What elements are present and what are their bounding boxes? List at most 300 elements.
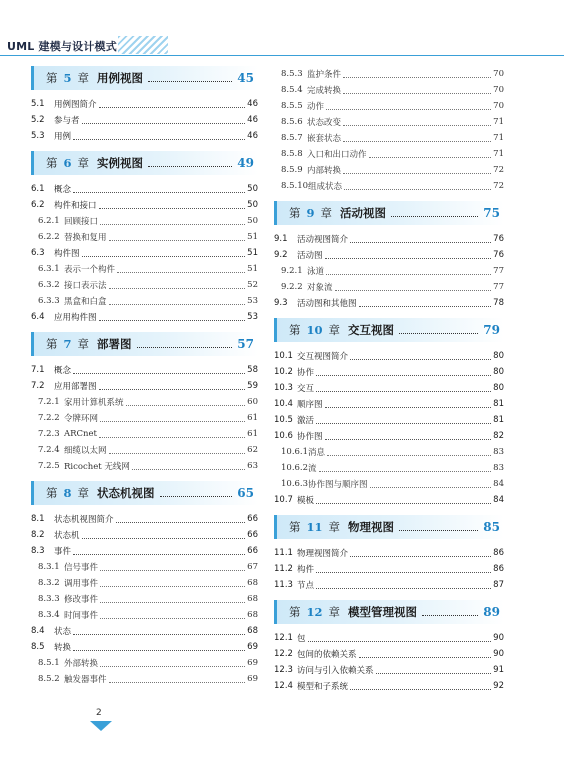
section-title: 完成转换	[307, 86, 342, 96]
section-number: 12.2	[274, 649, 293, 659]
section-title: 泳道	[307, 267, 325, 277]
dot-leader	[316, 375, 491, 376]
section-page: 46	[247, 131, 258, 141]
dot-leader	[160, 496, 233, 497]
section-page: 90	[493, 649, 504, 659]
section-title: 访问与引入依赖关系	[297, 666, 374, 676]
dot-leader	[100, 570, 245, 571]
section-number: 5.1	[31, 99, 45, 109]
section-page: 63	[247, 461, 258, 471]
dot-leader	[325, 258, 492, 259]
section-title: 事件	[54, 547, 72, 557]
toc-section[interactable]	[274, 364, 504, 380]
dot-leader	[344, 189, 491, 190]
section-number: 7.2	[31, 381, 45, 391]
header-rule	[0, 55, 564, 56]
section-title: 构件图	[54, 249, 80, 259]
dot-leader	[399, 333, 478, 334]
toc-section[interactable]	[31, 362, 258, 378]
chapter-suffix: 章	[77, 71, 90, 85]
dot-leader	[100, 586, 245, 587]
toc-chapter-heading[interactable]	[274, 201, 504, 225]
toc-section[interactable]	[274, 630, 504, 646]
chapter-prefix: 第	[289, 520, 301, 534]
dot-leader	[100, 666, 245, 667]
chapter-suffix: 章	[77, 337, 90, 351]
chapter-page: 79	[483, 323, 500, 337]
section-page: 91	[493, 665, 504, 675]
toc-section[interactable]	[274, 561, 504, 577]
toc-section[interactable]	[274, 348, 504, 364]
toc-subsection[interactable]	[31, 442, 258, 458]
section-title: 对象流	[307, 283, 333, 293]
section-title: 修改事件	[64, 595, 99, 605]
dot-leader	[99, 107, 246, 108]
dot-leader	[391, 216, 478, 217]
section-page: 86	[493, 548, 504, 558]
dot-leader	[99, 389, 246, 390]
section-page: 62	[247, 445, 258, 455]
toc-subsection[interactable]	[274, 279, 504, 295]
section-number: 9.2.2	[281, 282, 303, 292]
section-title: 节点	[297, 581, 315, 591]
section-title: 激活	[297, 416, 315, 426]
dot-leader	[316, 503, 491, 504]
toc-subsection[interactable]	[274, 98, 504, 114]
section-number: 9.3	[274, 298, 288, 308]
dot-leader	[99, 320, 246, 321]
section-page: 51	[247, 248, 258, 258]
section-page: 50	[247, 216, 258, 226]
section-page: 51	[247, 232, 258, 242]
section-title: 监护条件	[307, 70, 342, 80]
section-number: 6.3.2	[38, 280, 60, 290]
section-title: 转换	[54, 643, 72, 653]
section-number: 8.5.10	[281, 181, 309, 191]
chapter-title: 用例视图	[97, 71, 144, 85]
section-page: 69	[247, 658, 258, 668]
section-number: 8.5.5	[281, 101, 303, 111]
toc-section[interactable]	[31, 623, 258, 639]
toc-section[interactable]	[31, 181, 258, 197]
section-title: 状态改变	[307, 118, 342, 128]
chapter-suffix: 章	[328, 323, 341, 337]
section-page: 68	[247, 610, 258, 620]
section-number: 8.5.8	[281, 149, 303, 159]
toc-section[interactable]	[274, 380, 504, 396]
chapter-page: 89	[483, 605, 500, 619]
section-page: 69	[247, 642, 258, 652]
section-number: 7.2.4	[38, 445, 60, 455]
section-title: 活动图	[297, 251, 323, 261]
section-number: 8.5	[31, 642, 45, 652]
section-page: 66	[247, 546, 258, 556]
section-title: 外部转换	[64, 659, 99, 669]
section-title: 内部转换	[307, 166, 342, 176]
dot-leader	[99, 437, 245, 438]
toc-section[interactable]	[274, 577, 504, 593]
section-page: 84	[493, 479, 504, 489]
chapter-number: 8	[63, 486, 72, 500]
dot-leader	[350, 359, 491, 360]
dot-leader	[316, 572, 491, 573]
section-page: 53	[247, 312, 258, 322]
dot-leader	[308, 641, 492, 642]
toc-section[interactable]	[31, 112, 258, 128]
section-title: 状态	[54, 627, 72, 637]
dot-leader	[73, 192, 245, 193]
section-number: 12.3	[274, 665, 293, 675]
toc-subsection[interactable]	[31, 575, 258, 591]
toc-chapter-heading[interactable]	[31, 151, 258, 175]
section-page: 58	[247, 365, 258, 375]
dot-leader	[370, 487, 492, 488]
section-page: 68	[247, 594, 258, 604]
section-page: 51	[247, 264, 258, 274]
toc-subsection[interactable]	[274, 444, 504, 460]
chapter-title: 物理视图	[348, 520, 395, 534]
section-title: 流	[308, 464, 317, 474]
section-page: 66	[247, 514, 258, 524]
section-title: 消息	[308, 448, 326, 458]
toc-section[interactable]	[274, 646, 504, 662]
section-number: 8.5.6	[281, 117, 303, 127]
toc-subsection[interactable]	[274, 162, 504, 178]
section-page: 52	[247, 280, 258, 290]
section-number: 8.2	[31, 530, 45, 540]
toc-section[interactable]	[31, 197, 258, 213]
toc-subsection[interactable]	[31, 261, 258, 277]
toc-section[interactable]	[274, 247, 504, 263]
section-page: 67	[247, 562, 258, 572]
section-title: 入口和出口动作	[307, 150, 367, 160]
chapter-number: 7	[63, 337, 72, 351]
dot-leader	[325, 439, 492, 440]
toc-subsection[interactable]	[31, 410, 258, 426]
header-stripe-decoration	[118, 36, 168, 54]
section-number: 8.1	[31, 514, 45, 524]
section-title: 用例图简介	[54, 100, 97, 110]
section-title: 黑盒和白盒	[64, 297, 107, 307]
toc-section[interactable]	[31, 309, 258, 325]
chapter-number: 11	[306, 520, 323, 534]
dot-leader	[100, 602, 245, 603]
toc-section[interactable]	[274, 662, 504, 678]
chapter-suffix: 章	[328, 520, 341, 534]
toc-chapter-heading[interactable]	[31, 481, 258, 505]
toc-subsection[interactable]	[274, 130, 504, 146]
dot-leader	[73, 634, 245, 635]
chapter-suffix: 章	[328, 605, 341, 619]
chapter-suffix: 章	[77, 486, 90, 500]
section-title: ARCnet	[64, 429, 97, 439]
page-number: 2	[96, 708, 102, 718]
toc-section[interactable]	[274, 428, 504, 444]
toc-subsection[interactable]	[31, 607, 258, 623]
section-page: 68	[247, 626, 258, 636]
toc-section[interactable]	[274, 396, 504, 412]
dot-leader	[350, 689, 491, 690]
dot-leader	[100, 421, 245, 422]
section-page: 80	[493, 367, 504, 377]
section-title: 协作	[297, 368, 315, 378]
toc-section[interactable]	[274, 678, 504, 694]
section-page: 87	[493, 580, 504, 590]
toc-chapter-heading[interactable]	[31, 332, 258, 356]
toc-section[interactable]	[274, 545, 504, 561]
section-number: 10.4	[274, 399, 293, 409]
section-page: 82	[493, 431, 504, 441]
toc-section[interactable]	[274, 295, 504, 311]
toc-subsection[interactable]	[31, 277, 258, 293]
section-number: 8.5.9	[281, 165, 303, 175]
section-page: 70	[493, 85, 504, 95]
section-page: 72	[493, 165, 504, 175]
section-number: 10.1	[274, 351, 293, 361]
section-number: 9.2	[274, 250, 288, 260]
section-number: 10.7	[274, 495, 293, 505]
toc-subsection[interactable]	[31, 458, 258, 474]
toc-section[interactable]	[31, 639, 258, 655]
toc-subsection[interactable]	[274, 114, 504, 130]
section-title: 状态机	[54, 531, 80, 541]
section-number: 11.3	[274, 580, 293, 590]
section-title: 用例	[54, 132, 72, 142]
toc-chapter-heading[interactable]	[31, 66, 258, 90]
toc-section[interactable]	[31, 245, 258, 261]
section-number: 8.5.3	[281, 69, 303, 79]
toc-section[interactable]	[31, 511, 258, 527]
dot-leader	[316, 391, 491, 392]
section-title: 概念	[54, 185, 72, 195]
toc-subsection[interactable]	[274, 460, 504, 476]
toc-subsection[interactable]	[31, 591, 258, 607]
toc-section[interactable]	[31, 96, 258, 112]
dot-leader	[82, 256, 246, 257]
section-title: 交互	[297, 384, 315, 394]
toc-chapter-heading[interactable]	[274, 318, 504, 342]
section-title: 概念	[54, 366, 72, 376]
section-title: 调用事件	[64, 579, 99, 589]
toc-subsection[interactable]	[31, 213, 258, 229]
toc-subsection[interactable]	[31, 655, 258, 671]
toc-section[interactable]	[274, 412, 504, 428]
dot-leader	[326, 109, 491, 110]
section-page: 77	[493, 282, 504, 292]
chapter-page: 85	[483, 520, 500, 534]
chapter-title: 部署图	[97, 337, 132, 351]
section-number: 8.5.2	[38, 674, 60, 684]
toc-subsection[interactable]	[274, 66, 504, 82]
toc-section[interactable]	[31, 378, 258, 394]
dot-leader	[343, 173, 491, 174]
chapter-page: 57	[237, 337, 254, 351]
chapter-page: 45	[237, 71, 254, 85]
dot-leader	[350, 556, 491, 557]
section-title: 状态机视图简介	[54, 515, 114, 525]
page-marker-triangle-icon	[90, 721, 112, 731]
section-title: 替换和复用	[64, 233, 107, 243]
section-number: 7.2.2	[38, 413, 60, 423]
chapter-page: 75	[483, 206, 500, 220]
section-number: 8.3.3	[38, 594, 60, 604]
section-title: 回顾接口	[64, 217, 99, 227]
chapter-title: 状态机视图	[97, 486, 155, 500]
section-page: 71	[493, 117, 504, 127]
toc-subsection[interactable]	[31, 394, 258, 410]
dot-leader	[399, 530, 478, 531]
section-page: 69	[247, 674, 258, 684]
toc-section[interactable]	[31, 128, 258, 144]
chapter-prefix: 第	[46, 71, 58, 85]
toc-chapter-heading[interactable]	[274, 515, 504, 539]
section-page: 78	[493, 298, 504, 308]
dot-leader	[326, 274, 491, 275]
section-number: 10.5	[274, 415, 293, 425]
dot-leader	[109, 240, 246, 241]
toc-subsection[interactable]	[31, 293, 258, 309]
dot-leader	[117, 272, 245, 273]
section-number: 6.1	[31, 184, 45, 194]
toc-subsection[interactable]	[274, 146, 504, 162]
toc-chapter-heading[interactable]	[274, 600, 504, 624]
section-title: 协作图	[297, 432, 323, 442]
dot-leader	[73, 650, 245, 651]
toc-subsection[interactable]	[274, 82, 504, 98]
toc-section[interactable]	[31, 543, 258, 559]
section-page: 72	[493, 181, 504, 191]
chapter-suffix: 章	[320, 206, 333, 220]
section-number: 6.2	[31, 200, 45, 210]
toc-section[interactable]	[274, 231, 504, 247]
section-number: 8.3.4	[38, 610, 60, 620]
book-title: UML 建模与设计模式	[7, 40, 117, 53]
chapter-number: 9	[306, 206, 315, 220]
toc-section[interactable]	[274, 492, 504, 508]
section-title: 时间事件	[64, 611, 99, 621]
section-page: 53	[247, 296, 258, 306]
section-number: 6.2.1	[38, 216, 60, 226]
section-page: 84	[493, 495, 504, 505]
dot-leader	[137, 347, 233, 348]
section-number: 12.1	[274, 633, 293, 643]
section-title: 应用部署图	[54, 382, 97, 392]
dot-leader	[100, 224, 245, 225]
dot-leader	[100, 618, 245, 619]
section-page: 71	[493, 149, 504, 159]
toc-subsection[interactable]	[31, 559, 258, 575]
section-page: 81	[493, 399, 504, 409]
dot-leader	[109, 304, 246, 305]
section-number: 11.1	[274, 548, 293, 558]
section-page: 83	[493, 463, 504, 473]
section-number: 8.5.4	[281, 85, 303, 95]
chapter-title: 交互视图	[348, 323, 395, 337]
section-title: 家用计算机系统	[64, 398, 124, 408]
dot-leader	[343, 77, 491, 78]
dot-leader	[82, 538, 246, 539]
dot-leader	[327, 455, 491, 456]
dot-leader	[73, 554, 245, 555]
dot-leader	[132, 469, 245, 470]
dot-leader	[109, 453, 246, 454]
section-page: 50	[247, 184, 258, 194]
section-number: 7.2.5	[38, 461, 60, 471]
dot-leader	[359, 657, 492, 658]
section-page: 46	[247, 99, 258, 109]
section-page: 90	[493, 633, 504, 643]
dot-leader	[148, 166, 232, 167]
section-number: 10.2	[274, 367, 293, 377]
section-page: 76	[493, 250, 504, 260]
section-title: Ricochet 无线网	[64, 462, 130, 472]
section-page: 60	[247, 397, 258, 407]
section-number: 9.1	[274, 234, 288, 244]
section-title: 交互视图简介	[297, 352, 349, 362]
section-page: 81	[493, 415, 504, 425]
section-page: 92	[493, 681, 504, 691]
section-number: 8.3.2	[38, 578, 60, 588]
chapter-prefix: 第	[46, 337, 58, 351]
section-title: 模板	[297, 496, 315, 506]
dot-leader	[343, 125, 491, 126]
section-title: 动作	[307, 102, 325, 112]
chapter-prefix: 第	[289, 206, 301, 220]
section-title: 包间的依赖关系	[297, 650, 357, 660]
section-number: 10.6.1	[281, 447, 309, 457]
dot-leader	[116, 522, 246, 523]
toc-subsection[interactable]	[31, 671, 258, 687]
section-title: 包	[297, 634, 306, 644]
section-page: 80	[493, 383, 504, 393]
chapter-prefix: 第	[289, 323, 301, 337]
section-page: 50	[247, 200, 258, 210]
section-number: 6.4	[31, 312, 45, 322]
section-number: 8.5.1	[38, 658, 60, 668]
dot-leader	[126, 405, 246, 406]
section-title: 构件和接口	[54, 201, 97, 211]
section-title: 活动图和其他图	[297, 299, 357, 309]
section-title: 细缆以太网	[64, 446, 107, 456]
toc-subsection[interactable]	[274, 263, 504, 279]
section-page: 70	[493, 69, 504, 79]
chapter-page: 65	[237, 486, 254, 500]
section-page: 86	[493, 564, 504, 574]
section-title: 构件	[297, 565, 315, 575]
toc-subsection[interactable]	[31, 426, 258, 442]
chapter-number: 10	[306, 323, 323, 337]
toc-section[interactable]	[31, 527, 258, 543]
toc-subsection[interactable]	[274, 178, 504, 194]
section-number: 12.4	[274, 681, 293, 691]
section-number: 8.3.1	[38, 562, 60, 572]
section-number: 10.6.3	[281, 479, 309, 489]
toc-subsection[interactable]	[31, 229, 258, 245]
chapter-title: 模型管理视图	[348, 605, 418, 619]
chapter-prefix: 第	[46, 486, 58, 500]
dot-leader	[359, 306, 492, 307]
dot-leader	[319, 471, 492, 472]
chapter-prefix: 第	[46, 156, 58, 170]
dot-leader	[343, 141, 491, 142]
chapter-prefix: 第	[289, 605, 301, 619]
section-number: 6.3	[31, 248, 45, 258]
section-page: 59	[247, 381, 258, 391]
toc-subsection[interactable]	[274, 476, 504, 492]
dot-leader	[73, 373, 245, 374]
chapter-page: 49	[237, 156, 254, 170]
dot-leader	[325, 407, 492, 408]
